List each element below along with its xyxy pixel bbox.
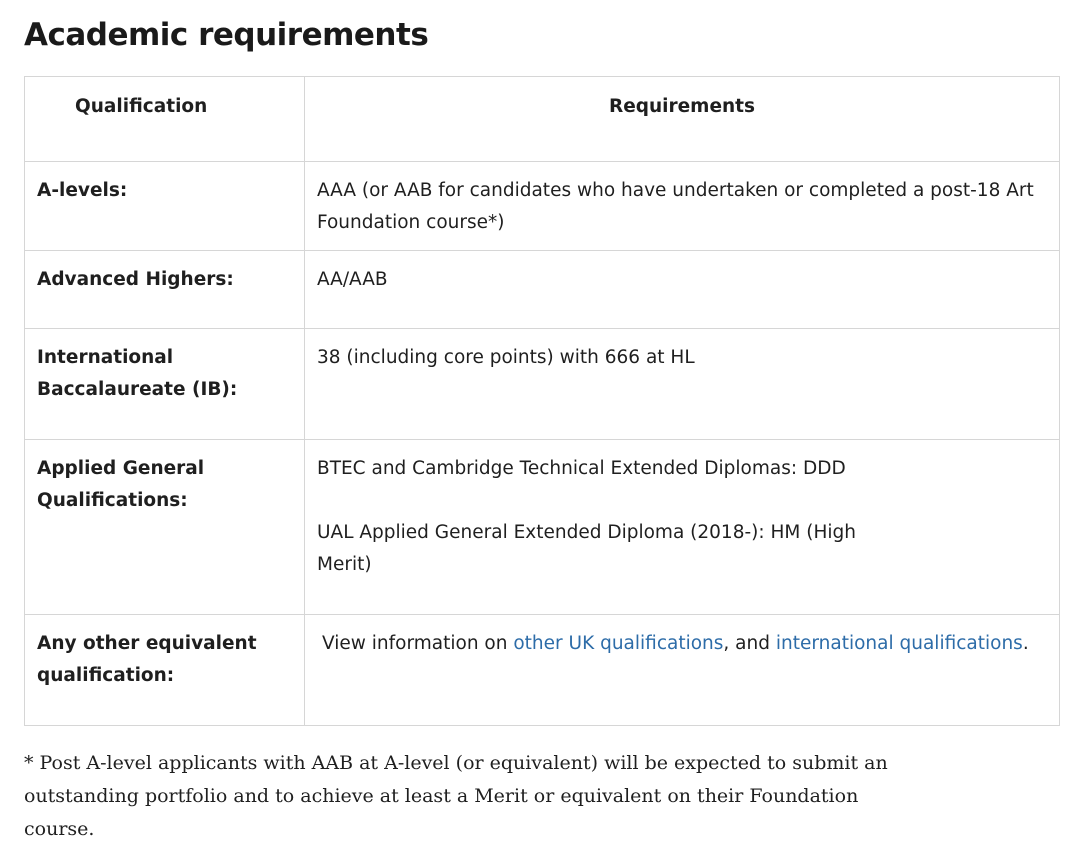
row-label: Applied General Qualifications: — [25, 440, 305, 615]
table-row — [25, 440, 1060, 615]
row-requirement: AA/AAB — [305, 251, 1060, 329]
international-qualifications-link[interactable]: international qualifications — [775, 633, 1023, 654]
row-label: A-levels: — [25, 162, 305, 251]
table-row — [25, 251, 1060, 329]
header-requirements: Requirements — [305, 77, 1060, 162]
page-title: Academic requirements — [24, 17, 429, 53]
row-requirement — [305, 440, 1060, 615]
other-uk-qualifications-link[interactable]: other UK qualifications — [513, 633, 724, 654]
row-label: International Baccalaureate (IB): — [25, 329, 305, 440]
table-header-row — [25, 77, 1060, 162]
header-qualification: Qualification — [25, 77, 305, 162]
requirement-line: UAL Applied General Extended Diploma (2018-): HM (High Merit) — [317, 522, 856, 575]
row-label: Any other equivalent qualification: — [25, 615, 305, 726]
table-row — [25, 329, 1060, 440]
requirement-line: BTEC and Cambridge Technical Extended Diplomas: DDD — [317, 458, 846, 479]
row-requirement: AAA (or AAB for candidates who have undertaken or completed a post-18 Art Foundation course*) — [305, 162, 1060, 251]
row-label: Advanced Highers: — [25, 251, 305, 329]
footnote: * Post A-level applicants with AAB at A-level (or equivalent) will be expected to submit an outstanding portfolio and to achieve at least a Merit or equivalent on their Foundation course. — [24, 752, 888, 840]
table-row — [25, 615, 1060, 726]
table-row — [25, 162, 1060, 251]
row-requirement: 38 (including core points) with 666 at HL — [305, 329, 1060, 440]
row-requirement: View information on other UK qualifications, and international qualifications. — [305, 615, 1060, 726]
requirements-table — [24, 76, 1060, 726]
